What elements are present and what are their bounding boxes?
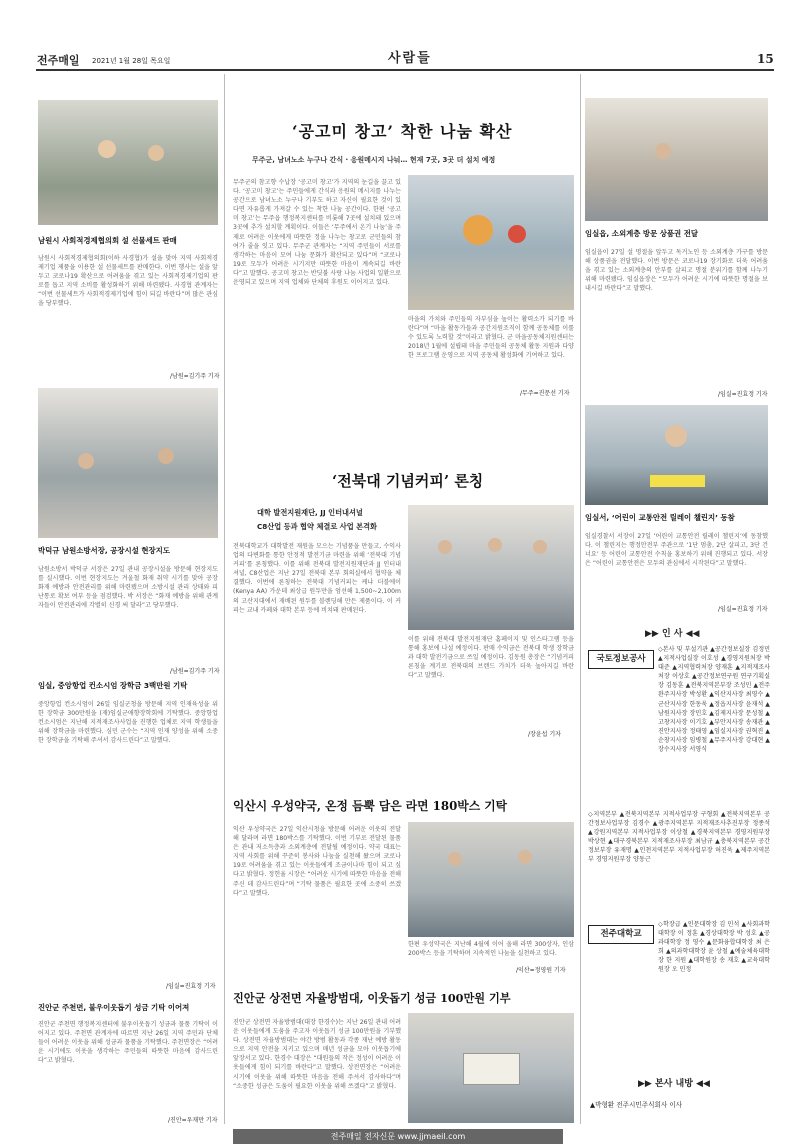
- left-body-2: 남원소방서 박덕규 서장은 27일 관내 공장시설을 방문해 현장지도를 실시했다. 이번 현장지도는 겨울철 화재 취약 시기를 맞아 공장 화재 예방과 안전관리를 위해 마련됐으며 소방시설 관리 상태와 피난통로 확보 여부 등을 점검했다. 박 서장은 “화재 예방을 위해 관계자들이 안전관리에 각별히 신경 써 달라”고 당부했다.: [38, 566, 218, 610]
- personnel-body-2: ◇지역본부 ▲전북지역본부 지적사업부장 구형회 ▲전북지역본부 공간정보사업부장 김경수 ▲광주지역본부 지적재조사추진부장 정종석 ▲강원지역본부 지적사업부장 이상철 ▲경북지역본부 경영지원부장 박상현 ▲대구경북본부 지적재조사부장 최남규 ▲충북지역본부 공간정보부장 유재명 ▲인천지역본부 지적사업부장 허진욱 ▲제주지역본부 경영지원부장 양동근: [588, 811, 770, 864]
- photo-fire-inspection: [38, 388, 218, 538]
- left-byline-3: /임실=진효정 기자: [166, 983, 216, 990]
- fourth-headline: 진안군 상전면 자율방범대, 이웃돕기 성금 100만원 기부: [233, 991, 511, 1005]
- second-subhead-1: 대학 발전지원재단, JJ 인터내셔널: [257, 508, 363, 517]
- photo-agreement: [408, 505, 574, 630]
- header-rule: [36, 69, 774, 71]
- photo-ramen-donation: [408, 822, 574, 937]
- personnel-org-1: 국토정보공사: [588, 650, 654, 669]
- photo-storage-box: [408, 175, 574, 310]
- main-body: 무주군의 참고향 수납장 ‘공고미 창고’가 지역의 눈길을 끌고 있다. ‘공고미 창고’는 주민들에게 간식과 응원의 메시지를 나누는 공간으로 남녀노소 누구나 기부도 하고 자신이 필요한 것이 있다면 자유롭게 가져갈 수 있는 착한 나눔 공간이다. 한편 ‘공고미 창고’는 무주읍 행정복지센터를 비롯해 7곳에 설치돼 있으며 3곳에 추가 설치할 계획이다. 이들은 ‘무주에서 온기 나눔’을 주제로 어려운 이웃에게 따뜻한 정을 나누는 창고로 군민들의 참여가 줄을 잇고 있다. 무주군 관계자는 “지역 주민들이 서로를 생각하는 마음이 모여 나눔 문화가 확산되고 있다”며 “코로나19로 모두가 어려운 시기지만 따뜻한 마음이 계속되길 바란다”고 말했다. 공고미 창고는 반딧불 사랑 나눔 사업의 일환으로 운영되고 있으며 지역 업체와 단체의 후원도 이어지고 있다.: [233, 179, 401, 287]
- photo-donation-check: [408, 1013, 574, 1123]
- right-body-1: 임실읍이 27일 설 명절을 앞두고 독거노인 등 소외계층 가구를 방문해 상품권을 전달했다. 이번 방문은 코로나19 장기화로 더욱 어려움을 겪고 있는 소외계층의 안부를 살피고 명절 분위기를 함께 나누기 위해 마련됐다. 임실읍장은 “모두가 어려운 시기에 따뜻한 명절을 보내시길 바란다”고 말했다.: [585, 249, 768, 293]
- page-number: 15: [757, 52, 774, 66]
- left-headline-2: 박덕규 남원소방서장, 공장시설 현장지도: [38, 546, 170, 555]
- left-body-1: 남원시 사회적경제협의회(이하 사경협)가 설을 맞아 지역 사회적경제기업 제품을 이용한 설 선물세트를 판매한다. 이번 행사는 설을 앞두고 코로나19 확산으로 어려움을 겪고 있는 사회적경제기업의 판로를 돕고 지역 소비를 활성화하기 위해 마련됐다. 사경협 관계자는 “이번 선물세트가 사회적경제기업에 힘이 되길 바란다”며 많은 관심을 당부했다.: [38, 255, 218, 308]
- right-body-2: 임실경찰서 서장이 27일 ‘어린이 교통안전 릴레이 챌린지’에 동참했다. 이 챌린지는 행정안전부 주관으로 ‘1단 멈춤, 2단 살피고, 3단 건너요’ 등 어린이 교통안전 수칙을 홍보하기 위해 진행되고 있다. 서장은 “어린이 교통안전은 모두의 관심에서 시작된다”고 말했다.: [585, 533, 768, 568]
- newspaper-name: 전주매일: [37, 54, 80, 67]
- personnel-body-3: ◇학장급 ▲인문대학장 김 민석 ▲사회과학대학장 이 정훈 ▲경상대학장 박 성호 ▲공과대학장 정 영수 ▲문화융합대학장 최 은희 ▲의과학대학장 윤 상철 ▲예술체육대학장 한 지원 ▲대학원장 송 재호 ▲교육대학원장 오 민정: [658, 921, 770, 974]
- personnel-org-2: 전주대학교: [588, 925, 654, 944]
- second-headline: ‘전북대 기념커피’ 론칭: [332, 472, 484, 490]
- column-divider: [580, 74, 581, 1124]
- left-byline-1: /남원=김기주 기자: [170, 373, 220, 380]
- section-title: 사람들: [388, 51, 432, 66]
- photo-gift-set: [38, 100, 218, 225]
- second-body: 전북대학교가 대학발전 재원을 모으는 기념품을 만들고, 수익사업의 다변화를 통한 안정적 발전기금 마련을 위해 ‘전북대 기념커피’를 론칭했다. 이를 위해 전북대 발전지원재단과 JJ 인터내셔널, C8산업은 지난 27일 전북대 본부 회의실에서 협약을 체결했다. 이번에 론칭하는 전북대 기념커피는 케냐 더블에이(Kenya AA) 가운데 최상급 원두만을 엄선해 1,500~2,100m의 고산지대에서 재배된 원두를 블렌딩해 만든 제품이다. 이 커피는 교내 카페와 대학 본부 등에 비치돼 판매된다.: [233, 543, 401, 614]
- third-headline: 익산시 우성약국, 온정 듬뿍 담은 라면 180박스 기탁: [233, 799, 508, 813]
- main-byline: /무주=진문선 기자: [520, 390, 570, 397]
- personnel-title: ▶▶ 인 사 ◀◀: [645, 629, 700, 639]
- main-headline: ‘공고미 창고’ 착한 나눔 확산: [292, 122, 513, 141]
- main-body-continued: 마을의 가치와 주민들의 자부심을 높이는 활력소가 되기를 바란다”며 “마을 활동가들과 공간지원조직이 함께 공동체를 이룰 수 있도록 노력할 것”이라고 밝혔다. 군 마을공동체지원센터는 2018년 1월에 설립돼 마을 주민들의 공동체 활동 지원과 다양한 프로그램 운영으로 지역 공동체 활성화에 기여하고 있다.: [408, 316, 574, 360]
- fourth-body: 진안군 상전면 자율방범대(대장 한경수)는 지난 26일 관내 어려운 이웃들에게 도움을 주고자 이웃돕기 성금 100만원을 기부했다. 상전면 자율방범대는 야간 방범 활동과 각종 재난 예방 활동으로 지역 안전을 지키고 있으며 매년 성금을 모아 이웃돕기에 앞장서고 있다. 한경수 대장은 “대원들의 작은 정성이 어려운 이웃들에게 힘이 되기를 바란다”고 말했다. 상전면장은 “어려운 시기에 이웃을 위해 따뜻한 마음을 전해 주셔서 감사하다”며 “소중한 성금은 도움이 필요한 이웃을 위해 쓰겠다”고 밝혔다.: [233, 1019, 401, 1090]
- left-headline-4: 진안군 주천면, 불우이웃돕기 성금 기탁 이어져: [38, 1003, 190, 1012]
- right-byline-1: /임실=진효정 기자: [718, 391, 768, 398]
- personnel-body-1: ◇본사 및 부설기관 ▲공간정보실장 김정민 ▲지적사업실장 이호성 ▲경영지원처장 박대준 ▲지역협력처장 양재훈 ▲지적재조사처장 이상호 ▲공간정보연구원 연구기획실장 김동훈 ▲전북지역본부장 조성민 ▲전주완주지사장 박성환 ▲익산지사장 최영수 ▲군산지사장 한동욱 ▲정읍지사장 윤재석 ▲남원지사장 장민호 ▲김제지사장 문성철 ▲고창지사장 이기호 ▲부안지사장 송재관 ▲진안지사장 정태영 ▲임실지사장 권혁진 ▲순창지사장 임병철 ▲무주지사장 강대현 ▲장수지사장 서영식: [658, 646, 770, 754]
- left-headline-3: 임실, 중앙항업 컨소시엄 장학금 3백만원 기탁: [38, 681, 188, 690]
- second-byline: /장윤섭 기자: [528, 731, 561, 738]
- visitors-body: ▲박형환 전주시민주식회사 이사: [590, 1101, 683, 1109]
- left-byline-2: /남원=김기주 기자: [170, 668, 220, 675]
- third-body-continued: 한편 우성약국은 지난해 4월에 이어 올해 라면 300상자, 인삼 200박스 등을 기탁하며 지속적인 나눔을 실천하고 있다.: [408, 941, 574, 958]
- main-subhead: 무주군, 남녀노소 누구나 간식 · 응원메시지 나눠… 현재 7곳, 3곳 더 설치 예정: [252, 156, 496, 164]
- right-headline-2: 임실서, ‘어린이 교통안전 릴레이 챌린지’ 동참: [585, 513, 735, 522]
- footer-banner: 전주매일 전자신문 www.jjmaeil.com: [233, 1129, 563, 1144]
- visitors-title: ▶▶ 본사 내방 ◀◀: [638, 1079, 710, 1089]
- second-subhead-2: C8산업 등과 협약 체결로 사업 본격화: [257, 522, 377, 531]
- issue-date: 2021년 1월 28일 목요일: [92, 57, 171, 65]
- left-body-3: 중앙항업 컨소시엄이 26일 임실군청을 방문해 지역 인재육성을 위한 장학금 300만원을 (재)임실군애향장학회에 기탁했다. 중앙항업 컨소시엄은 지난해 지적재조사사업을 진행한 업체로 지역 학생들을 위해 장학금을 마련했다. 심민 군수는 “지역 인재 양성을 위해 소중한 장학금을 기탁해 주셔서 감사드린다”고 말했다.: [38, 701, 218, 745]
- third-body: 익산 우성약국은 27일 익산시청을 방문해 어려운 이웃의 전달해 달라며 라면 180박스를 기탁했다. 이번 기부로 전달된 물품은 관내 저소득층과 소외계층에 전달될 예정이다. 약국 대표는 지역 사회를 위해 꾸준히 봉사와 나눔을 실천해 왔으며 코로나19로 어려움을 겪고 있는 이웃들에게 조금이나마 힘이 되고 싶다고 밝혔다. 정헌율 시장은 “어려운 시기에 따뜻한 마음을 전해 주신 데 감사드린다”며 “기탁 물품은 필요한 곳에 소중히 쓰겠다”고 말했다.: [233, 826, 401, 897]
- left-body-4: 진안군 주천면 행정복지센터에 불우이웃돕기 성금과 물품 기탁이 이어지고 있다. 주천면 관계자에 따르면 지난 26일 지역 주민과 단체들이 어려운 이웃을 위해 성금과 물품을 기탁했다. 주천면장은 “어려운 시기에도 이웃을 생각하는 주민들의 따뜻한 마음에 감사드린다”고 밝혔다.: [38, 1021, 218, 1065]
- third-byline: /익산=정영원 기자: [516, 967, 566, 974]
- photo-voucher: [585, 98, 768, 221]
- photo-police-challenge: [585, 405, 768, 505]
- second-body-continued: 이를 위해 전북대 발전지원재단 홈페이지 및 인스타그램 등을 통해 홍보에 나설 예정이다. 판매 수익금은 전북대 학생 장학금과 대학 발전기금으로 쓰일 예정이다. 김동원 총장은 “기념커피 론칭을 계기로 전북대의 브랜드 가치가 더욱 높아지길 바란다”고 말했다.: [408, 636, 574, 680]
- left-byline-4: /진안=우재만 기자: [168, 1117, 218, 1124]
- right-byline-2: /임실=진효정 기자: [718, 606, 768, 613]
- column-divider: [224, 74, 225, 1124]
- left-headline-1: 남원시 사회적경제협의회 설 선물세트 판매: [38, 236, 177, 245]
- right-headline-1: 임실읍, 소외계층 방문 상품권 전달: [585, 229, 699, 238]
